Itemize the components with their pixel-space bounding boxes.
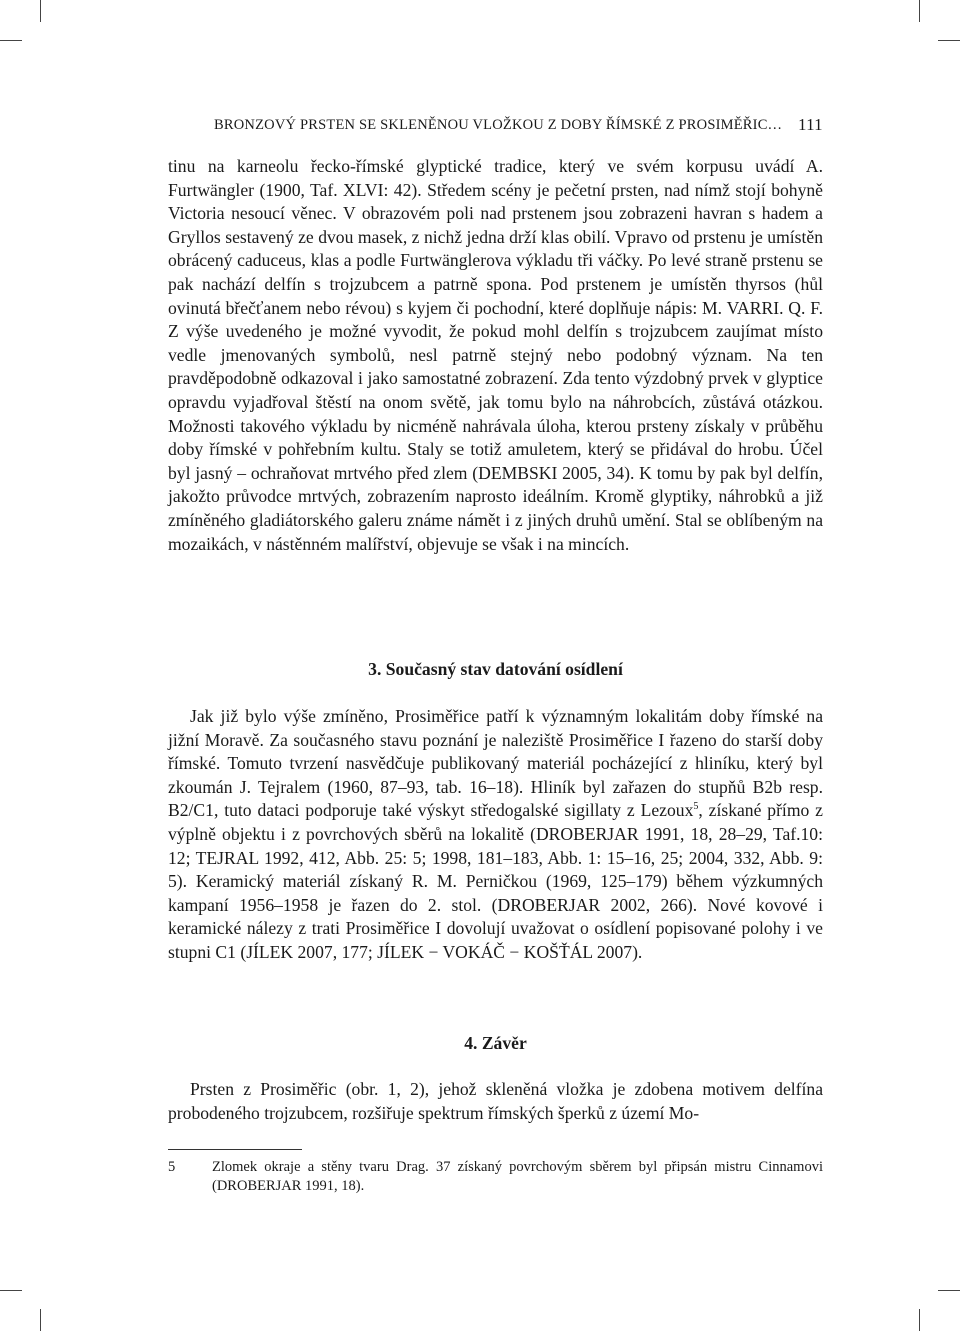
crop-mark	[919, 1309, 920, 1331]
crop-mark	[40, 1309, 41, 1331]
crop-mark	[0, 40, 22, 41]
paragraph: Prsten z Prosiměřic (obr. 1, 2), jehož skleněná vložka je zdobena motivem delfína probodeného trojzubcem, rozšiřuje spektrum římských šperků z území Mo-	[168, 1079, 823, 1123]
crop-mark	[938, 40, 960, 41]
crop-mark	[919, 0, 920, 22]
running-head	[214, 117, 824, 134]
paragraph: tinu na karneolu řecko-římské glyptické tradice, který ve svém korpusu uvádí A. Furtwängler (1900, Taf. XLVI: 42). Středem scény je pečetní prsten, nad nímž stojí bohyně Victoria nesoucí věnec. V obrazovém poli nad prstenem jsou zobrazeni havran s hadem a Gryllos sestavený ze dvou masek, z nichž jedna drží klas obilí. Vpravo od prstenu je umístěn obrácený caduceus, klas a podle Furtwänglerova výkladu tři váčky. Po levé straně prstenu se pak nachází delfín s trojzubcem a patrně spona. Pod prstenem je umístěn thyrsos (hůl ovinutá břečťanem nebo révou) s kyjem či pochodní, které doplňuje nápis: M. VARRI. Q. F. Z výše uvedeného je možné vyvodit, že pokud mohl delfín s trojzubcem zaujímat místo vedle jmenovaných symbolů, nesl patrně stejný nebo podobný význam. Na ten pravděpodobně odkazoval i jako samostatné zobrazení. Zda tento výzdobný prvek v glyptice opravdu vyjadřoval štěstí na onom světě, jak tomu bylo na náhrobcích, zůstává otázkou. Možnosti takového výkladu by nicméně nahrávala úloha, kterou prsteny získaly v průběhu doby římské v pohřebním kultu. Staly se totiž amuletem, který se přidával do hrobu. Účel byl jasný – ochraňovat mrtvého před zlem (DEMBSKI 2005, 34). K tomu by pak byl delfín, jakožto průvodce mrtvých, zobrazením naprosto ideálním. Kromě glyptiky, náhrobků a již zmíněného gladiátorského galeru známe námět i z jiných druhů umění. Stal se oblíbeným na mozaikách, v nástěnném malířství, objevuje se však i na mincích.	[168, 156, 823, 554]
body-text-section-3	[168, 705, 823, 965]
footnote-text: Zlomek okraje a stěny tvaru Drag. 37 získaný povrchovým sběrem byl připsán mistru Cinnamovi (DROBERJAR 1991, 18).	[212, 1159, 823, 1194]
paragraph-text: Jak již bylo výše zmíněno, Prosiměřice patří k významným lokalitám doby římské na jižní Moravě. Za současného stavu poznání je naleziště Prosiměřice I řazeno do starší doby římské. Tomuto tvrzení nasvědčuje publikovaný materiál pocházející z hliníku, který byl zkoumán J. Tejralem (1960, 87–93, tab. 16–18). Hliník byl zařazen do stupňů B2b resp. B2/C1, tuto dataci podporuje také výskyt středogalské sigillaty z Lezoux	[168, 706, 823, 821]
paragraph	[168, 705, 823, 965]
body-text-section-2-end	[168, 155, 823, 556]
crop-mark	[938, 1290, 960, 1291]
body-text-section-4	[168, 1078, 823, 1125]
page-number: 111	[798, 115, 823, 134]
section-heading: 4. Závěr	[464, 1033, 527, 1053]
running-head-title: BRONZOVÝ PRSTEN SE SKLENĚNOU VLOŽKOU Z DOBY ŘÍMSKÉ Z PROSIMĚŘIC…	[214, 117, 783, 133]
crop-mark	[40, 0, 41, 22]
crop-mark	[0, 1290, 22, 1291]
paragraph-text: , získané přímo z výplně objektu i z povrchových sběrů na lokalitě (DROBERJAR 1991, 18, 28–29, Taf.10: 12; TEJRAL 1992, 412, Abb. 25: 5; 1998, 181–183, Abb. 1: 15–16, 25; 2004, 332, Abb. 9: 5). Keramický materiál získaný R. M. Perničkou (1969, 125–179) během výzkumných kampaní 1956–1958 je řazen do 2. stol. (DROBERJAR 2002, 266). Nové kovové i keramické nálezy z trati Prosiměřice I dovolují uvažovat o osídlení popisované polohy i ve stupni C1 (JÍLEK 2007, 177; JÍLEK − VOKÁČ − KOŠŤÁL 2007).	[168, 800, 823, 962]
footnote-rule	[168, 1149, 302, 1150]
section-heading: 3. Současný stav datování osídlení	[368, 659, 623, 679]
footnote-number: 5	[168, 1159, 176, 1175]
footnote-reference: 5	[693, 801, 699, 813]
